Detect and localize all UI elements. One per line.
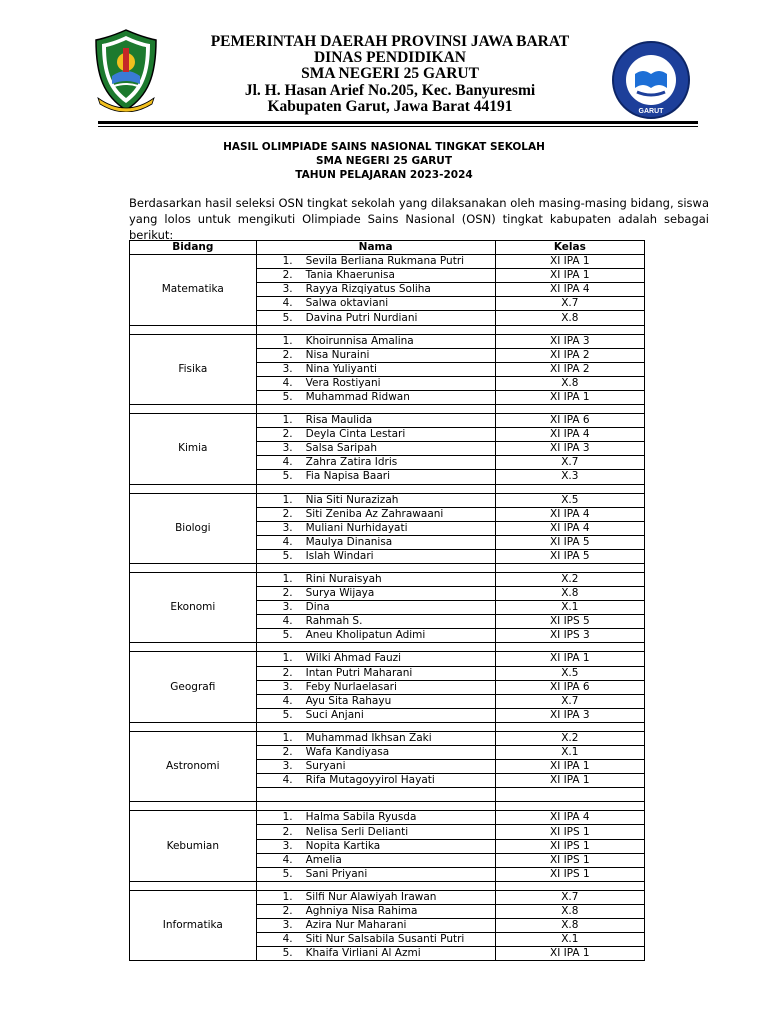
row-number: 1. bbox=[282, 652, 293, 665]
nama-cell bbox=[256, 760, 495, 774]
spacer-cell bbox=[130, 405, 257, 414]
kelas-cell: X.1 bbox=[495, 933, 644, 947]
bidang-cell: Biologi bbox=[130, 493, 257, 563]
kelas-cell: XI IPS 1 bbox=[495, 839, 644, 853]
nama-cell bbox=[256, 390, 495, 404]
jawa-barat-emblem-icon bbox=[92, 28, 160, 112]
letterhead-text bbox=[160, 34, 620, 115]
kelas-cell: XI IPA 5 bbox=[495, 549, 644, 563]
kelas-cell bbox=[495, 788, 644, 802]
kelas-cell: XI IPA 5 bbox=[495, 535, 644, 549]
header-nama: Nama bbox=[256, 241, 495, 255]
kelas-cell: XI IPA 1 bbox=[495, 255, 644, 269]
row-number: 2. bbox=[282, 746, 293, 759]
nama-cell bbox=[256, 652, 495, 666]
kelas-cell: XI IPS 1 bbox=[495, 825, 644, 839]
nama-cell bbox=[256, 587, 495, 601]
kelas-cell: X.8 bbox=[495, 311, 644, 325]
kelas-cell: XI IPS 1 bbox=[495, 867, 644, 881]
header-bidang: Bidang bbox=[130, 241, 257, 255]
kelas-cell: XI IPA 2 bbox=[495, 362, 644, 376]
nama-cell bbox=[256, 414, 495, 428]
row-number: 3. bbox=[282, 760, 293, 773]
student-name: Sevila Berliana Rukmana Putri bbox=[305, 255, 465, 268]
row-number: 1. bbox=[282, 811, 293, 824]
row-number: 4. bbox=[282, 694, 293, 707]
row-number: 4. bbox=[282, 535, 293, 548]
row-number: 5. bbox=[282, 311, 293, 324]
kelas-cell: XI IPA 3 bbox=[495, 708, 644, 722]
spacer-cell bbox=[495, 325, 644, 334]
row-number: 1. bbox=[282, 493, 293, 506]
student-name: Khoirunnisa Amalina bbox=[305, 334, 414, 347]
nama-cell bbox=[256, 867, 495, 881]
row-number: 4. bbox=[282, 456, 293, 469]
table-row bbox=[130, 255, 645, 269]
student-name: Nelisa Serli Delianti bbox=[305, 825, 409, 838]
group-spacer-row bbox=[130, 325, 645, 334]
spacer-cell bbox=[256, 405, 495, 414]
kelas-cell: XI IPA 1 bbox=[495, 390, 644, 404]
header-kelas: Kelas bbox=[495, 241, 644, 255]
row-number: 3. bbox=[282, 283, 293, 296]
student-name: Fia Napisa Baari bbox=[305, 470, 391, 483]
kelas-cell: XI IPA 3 bbox=[495, 442, 644, 456]
kelas-cell: XI IPA 4 bbox=[495, 811, 644, 825]
school-name: SMA NEGERI 25 GARUT bbox=[301, 65, 479, 82]
kelas-cell: X.8 bbox=[495, 904, 644, 918]
row-number: 2. bbox=[282, 666, 293, 679]
nama-cell bbox=[256, 746, 495, 760]
group-spacer-row bbox=[130, 563, 645, 572]
svg-text:GARUT: GARUT bbox=[638, 108, 664, 115]
table-row bbox=[130, 731, 645, 745]
spacer-cell bbox=[495, 643, 644, 652]
nama-cell bbox=[256, 442, 495, 456]
kelas-cell: X.5 bbox=[495, 666, 644, 680]
row-number: 3. bbox=[282, 362, 293, 375]
row-number: 1. bbox=[282, 334, 293, 347]
table-row bbox=[130, 572, 645, 586]
kelas-cell: XI IPA 6 bbox=[495, 680, 644, 694]
kelas-cell: X.2 bbox=[495, 731, 644, 745]
intro-text: Berdasarkan hasil seleksi OSN tingkat sekolah yang dilaksanakan oleh masing-masing bidang, siswa yang lolos untuk mengikuti Olimpiade Sains Nasional (OSN) tingkat kabupaten adalah sebagai berikut: bbox=[129, 196, 709, 242]
bidang-cell: Ekonomi bbox=[130, 572, 257, 642]
row-number: 2. bbox=[282, 348, 293, 361]
kelas-cell: X.1 bbox=[495, 601, 644, 615]
row-number: 1. bbox=[282, 731, 293, 744]
student-name: Intan Putri Maharani bbox=[305, 666, 413, 679]
student-name: Nopita Kartika bbox=[305, 839, 381, 852]
student-name: Islah Windari bbox=[305, 549, 374, 562]
kelas-cell: X.7 bbox=[495, 694, 644, 708]
row-number: 5. bbox=[282, 947, 293, 960]
kelas-cell: XI IPS 3 bbox=[495, 629, 644, 643]
spacer-cell bbox=[495, 405, 644, 414]
kelas-cell: X.3 bbox=[495, 470, 644, 484]
kelas-cell: XI IPA 3 bbox=[495, 334, 644, 348]
kelas-cell: X.5 bbox=[495, 493, 644, 507]
table-row bbox=[130, 414, 645, 428]
bidang-cell: Fisika bbox=[130, 334, 257, 404]
row-number: 5. bbox=[282, 470, 293, 483]
student-name: Azira Nur Maharani bbox=[305, 919, 407, 932]
nama-cell bbox=[256, 615, 495, 629]
student-name: Aghniya Nisa Rahima bbox=[305, 904, 418, 917]
nama-cell bbox=[256, 456, 495, 470]
student-name: Rahmah S. bbox=[305, 615, 363, 628]
nama-cell bbox=[256, 853, 495, 867]
bidang-cell: Informatika bbox=[130, 890, 257, 960]
nama-cell bbox=[256, 507, 495, 521]
nama-cell bbox=[256, 708, 495, 722]
row-number: 3. bbox=[282, 839, 293, 852]
kelas-cell: XI IPS 5 bbox=[495, 615, 644, 629]
student-name: Nia Siti Nurazizah bbox=[305, 493, 399, 506]
nama-cell bbox=[256, 311, 495, 325]
nama-cell bbox=[256, 825, 495, 839]
nama-cell bbox=[256, 601, 495, 615]
kelas-cell: X.7 bbox=[495, 297, 644, 311]
row-number: 2. bbox=[282, 825, 293, 838]
student-name: Vera Rostiyani bbox=[305, 376, 381, 389]
spacer-cell bbox=[256, 722, 495, 731]
student-name: Amelia bbox=[305, 853, 342, 866]
student-name: Surya Wijaya bbox=[305, 587, 375, 600]
nama-cell bbox=[256, 947, 495, 961]
nama-cell bbox=[256, 493, 495, 507]
row-number: 5. bbox=[282, 629, 293, 642]
nama-cell bbox=[256, 255, 495, 269]
spacer-cell bbox=[256, 802, 495, 811]
student-name: Muhammad Ridwan bbox=[305, 390, 410, 403]
results-table bbox=[129, 240, 645, 961]
group-spacer-row bbox=[130, 881, 645, 890]
spacer-cell bbox=[256, 643, 495, 652]
nama-cell bbox=[256, 521, 495, 535]
group-spacer-row bbox=[130, 643, 645, 652]
student-name: Suryani bbox=[305, 760, 346, 773]
spacer-cell bbox=[130, 563, 257, 572]
bidang-cell: Geografi bbox=[130, 652, 257, 722]
row-number: 1. bbox=[282, 255, 293, 268]
department-line: DINAS PENDIDIKAN bbox=[313, 49, 466, 66]
student-name: Ayu Sita Rahayu bbox=[305, 694, 392, 707]
row-number: 2. bbox=[282, 269, 293, 282]
spacer-cell bbox=[256, 881, 495, 890]
student-name: Khaifa Virliani Al Azmi bbox=[305, 947, 421, 960]
row-number: 4. bbox=[282, 615, 293, 628]
kelas-cell: XI IPA 1 bbox=[495, 774, 644, 788]
nama-cell bbox=[256, 680, 495, 694]
table-row bbox=[130, 652, 645, 666]
kelas-cell: XI IPA 4 bbox=[495, 521, 644, 535]
spacer-cell bbox=[130, 643, 257, 652]
kelas-cell: XI IPA 1 bbox=[495, 652, 644, 666]
kelas-cell: XI IPA 1 bbox=[495, 760, 644, 774]
student-name: Deyla Cinta Lestari bbox=[305, 428, 406, 441]
student-name: Siti Zeniba Az Zahrawaani bbox=[305, 507, 444, 520]
row-number: 5. bbox=[282, 390, 293, 403]
document-title bbox=[0, 140, 768, 182]
row-number: 1. bbox=[282, 573, 293, 586]
address-line: Jl. H. Hasan Arief No.205, Kec. Banyuresmi bbox=[244, 82, 536, 99]
student-name: Halma Sabila Ryusda bbox=[305, 811, 417, 824]
group-spacer-row bbox=[130, 405, 645, 414]
spacer-cell bbox=[130, 325, 257, 334]
student-name: Feby Nurlaelasari bbox=[305, 680, 397, 693]
table-body bbox=[130, 255, 645, 961]
nama-cell bbox=[256, 283, 495, 297]
spacer-cell bbox=[130, 484, 257, 493]
bidang-cell: Kebumian bbox=[130, 811, 257, 881]
spacer-cell bbox=[495, 484, 644, 493]
group-spacer-row bbox=[130, 802, 645, 811]
table-header-row bbox=[130, 241, 645, 255]
kelas-cell: XI IPS 1 bbox=[495, 853, 644, 867]
nama-cell bbox=[256, 334, 495, 348]
spacer-cell bbox=[256, 484, 495, 493]
kelas-cell: X.8 bbox=[495, 376, 644, 390]
kelas-cell: XI IPA 4 bbox=[495, 507, 644, 521]
nama-cell bbox=[256, 629, 495, 643]
nama-cell bbox=[256, 774, 495, 788]
nama-cell bbox=[256, 535, 495, 549]
spacer-cell bbox=[130, 722, 257, 731]
nama-cell bbox=[256, 788, 495, 802]
kelas-cell: X.2 bbox=[495, 572, 644, 586]
spacer-cell bbox=[495, 722, 644, 731]
nama-cell bbox=[256, 428, 495, 442]
spacer-cell bbox=[495, 563, 644, 572]
row-number: 3. bbox=[282, 442, 293, 455]
kelas-cell: X.8 bbox=[495, 919, 644, 933]
student-name: Dina bbox=[305, 601, 330, 614]
student-name: Davina Putri Nurdiani bbox=[305, 311, 418, 324]
student-name: Maulya Dinanisa bbox=[305, 535, 393, 548]
row-number: 3. bbox=[282, 680, 293, 693]
row-number: 2. bbox=[282, 428, 293, 441]
nama-cell bbox=[256, 470, 495, 484]
kelas-cell: X.7 bbox=[495, 890, 644, 904]
student-name: Aneu Kholipatun Adimi bbox=[305, 629, 426, 642]
bidang-cell: Astronomi bbox=[130, 731, 257, 801]
intro-paragraph bbox=[129, 195, 709, 243]
city-line: Kabupaten Garut, Jawa Barat 44191 bbox=[267, 98, 513, 115]
row-number: 5. bbox=[282, 549, 293, 562]
student-name: Rifa Mutagoyyirol Hayati bbox=[305, 774, 435, 787]
table-row bbox=[130, 334, 645, 348]
row-number: 5. bbox=[282, 708, 293, 721]
kelas-cell: XI IPA 4 bbox=[495, 428, 644, 442]
nama-cell bbox=[256, 839, 495, 853]
table-row bbox=[130, 890, 645, 904]
nama-cell bbox=[256, 549, 495, 563]
kelas-cell: XI IPA 2 bbox=[495, 348, 644, 362]
nama-cell bbox=[256, 376, 495, 390]
nama-cell bbox=[256, 919, 495, 933]
spacer-cell bbox=[495, 802, 644, 811]
student-name: Siti Nur Salsabila Susanti Putri bbox=[305, 933, 465, 946]
row-number: 1. bbox=[282, 414, 293, 427]
nama-cell bbox=[256, 297, 495, 311]
kelas-cell: X.7 bbox=[495, 456, 644, 470]
student-name: Muhammad Ikhsan Zaki bbox=[305, 731, 432, 744]
student-name: Wilki Ahmad Fauzi bbox=[305, 652, 402, 665]
group-spacer-row bbox=[130, 722, 645, 731]
student-name: Tania Khaerunisa bbox=[305, 269, 395, 282]
letterhead bbox=[0, 0, 768, 130]
nama-cell bbox=[256, 811, 495, 825]
nama-cell bbox=[256, 890, 495, 904]
spacer-cell bbox=[256, 325, 495, 334]
group-spacer-row bbox=[130, 484, 645, 493]
kelas-cell: X.1 bbox=[495, 746, 644, 760]
row-number: 3. bbox=[282, 919, 293, 932]
student-name: Silfi Nur Alawiyah Irawan bbox=[305, 890, 437, 903]
row-number: 4. bbox=[282, 774, 293, 787]
spacer-cell bbox=[130, 802, 257, 811]
row-number: 4. bbox=[282, 297, 293, 310]
spacer-cell bbox=[495, 881, 644, 890]
row-number: 2. bbox=[282, 587, 293, 600]
student-name: Nina Yuliyanti bbox=[305, 362, 377, 375]
student-name: Muliani Nurhidayati bbox=[305, 521, 408, 534]
government-line: PEMERINTAH DAERAH PROVINSI JAWA BARAT bbox=[210, 33, 570, 50]
row-number: 4. bbox=[282, 853, 293, 866]
header-rule-thick bbox=[98, 121, 698, 124]
nama-cell bbox=[256, 269, 495, 283]
row-number: 5. bbox=[282, 867, 293, 880]
header-rule-thin bbox=[98, 126, 698, 127]
student-name: Salsa Saripah bbox=[305, 442, 377, 455]
title-line-1: HASIL OLIMPIADE SAINS NASIONAL TINGKAT SEKOLAH bbox=[223, 141, 545, 153]
student-name: Rini Nuraisyah bbox=[305, 573, 382, 586]
row-number: 1. bbox=[282, 890, 293, 903]
row-number: 4. bbox=[282, 376, 293, 389]
kelas-cell: X.8 bbox=[495, 587, 644, 601]
nama-cell bbox=[256, 666, 495, 680]
kelas-cell: XI IPA 4 bbox=[495, 283, 644, 297]
bidang-cell: Matematika bbox=[130, 255, 257, 325]
row-number: 2. bbox=[282, 904, 293, 917]
title-line-2: SMA NEGERI 25 GARUT bbox=[316, 155, 452, 167]
student-name: Wafa Kandiyasa bbox=[305, 746, 390, 759]
kelas-cell: XI IPA 6 bbox=[495, 414, 644, 428]
kelas-cell: XI IPA 1 bbox=[495, 269, 644, 283]
nama-cell bbox=[256, 362, 495, 376]
table-row bbox=[130, 493, 645, 507]
title-line-3: TAHUN PELAJARAN 2023-2024 bbox=[295, 169, 473, 181]
school-logo-icon bbox=[611, 40, 691, 120]
nama-cell bbox=[256, 904, 495, 918]
bidang-cell: Kimia bbox=[130, 414, 257, 484]
row-number: 3. bbox=[282, 521, 293, 534]
student-name: Nisa Nuraini bbox=[305, 348, 370, 361]
kelas-cell: XI IPA 1 bbox=[495, 947, 644, 961]
nama-cell bbox=[256, 933, 495, 947]
spacer-cell bbox=[130, 881, 257, 890]
nama-cell bbox=[256, 348, 495, 362]
spacer-cell bbox=[256, 563, 495, 572]
row-number: 3. bbox=[282, 601, 293, 614]
student-name: Sani Priyani bbox=[305, 867, 368, 880]
nama-cell bbox=[256, 572, 495, 586]
nama-cell bbox=[256, 694, 495, 708]
student-name: Suci Anjani bbox=[305, 708, 364, 721]
table-row bbox=[130, 811, 645, 825]
nama-cell bbox=[256, 731, 495, 745]
student-name: Rayya Rizqiyatus Soliha bbox=[305, 283, 431, 296]
row-number: 4. bbox=[282, 933, 293, 946]
student-name: Risa Maulida bbox=[305, 414, 373, 427]
student-name: Zahra Zatira Idris bbox=[305, 456, 398, 469]
student-name: Salwa oktaviani bbox=[305, 297, 389, 310]
row-number: 2. bbox=[282, 507, 293, 520]
